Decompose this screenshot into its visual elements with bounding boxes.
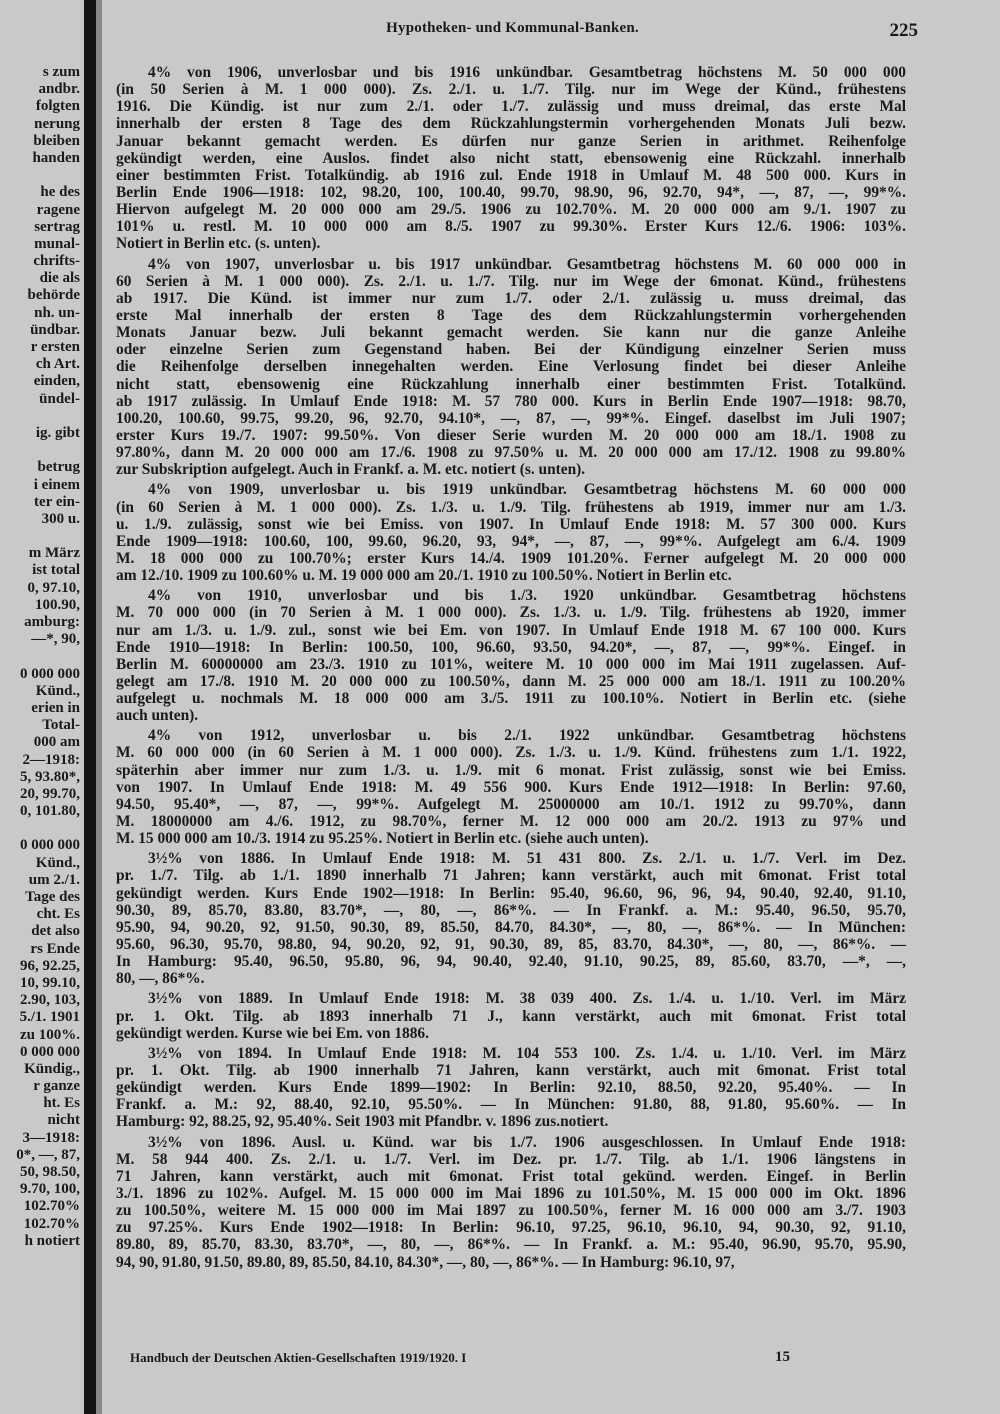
margin-fragment	[0, 648, 80, 665]
text-line: gekündigt werden. Kurse wie bei Em. von 1886.	[116, 1024, 429, 1042]
text-line: 4% von 1910, unverlosbar und bis 1./3. 1920 unkündbar. Gesamtbetrag höchstens	[148, 587, 906, 605]
text-line: Frankf. a. M.: 92, 88.40, 92.10, 95.50%. — In München: 91.80, 88, 91.80, 95.60%. — In	[116, 1096, 906, 1114]
margin-fragment: munal-	[34, 235, 80, 252]
text-line: auch unten).	[116, 707, 199, 725]
text-line: 4% von 1906, unverlosbar und bis 1916 unkündbar. Gesamtbetrag höchstens M. 50 000 000	[148, 64, 906, 81]
text-line: 95.90, 94, 90.20, 92, 91.50, 90.30, 89, 85.50, 84.70, 84.30*, —, 80, —, 86*%. — In München:	[116, 918, 906, 936]
footer-title: Handbuch der Deutschen Aktien-Gesellschaften 1919/1920. I	[130, 1350, 467, 1365]
margin-fragment: s zum	[42, 64, 80, 80]
margin-fragment: ig. gibt	[35, 424, 80, 441]
page-footer	[130, 1350, 810, 1366]
text-line: zur Subskription aufgelegt. Auch in Frankf. a. M. etc. notiert (s. unten).	[116, 461, 586, 479]
margin-fragment: ht. Es	[43, 1095, 80, 1112]
text-line: 71 Jahren, kann verstärkt, auch mit 6monat. Frist total gekünd. werden. Eingef. in Berlin	[116, 1167, 906, 1185]
margin-fragment	[0, 820, 80, 837]
text-line: M. 18000000 am 4./6. 1912, zu 98.70%, ferner M. 12 000 000 am 20./2. 1913 zu 97% und	[116, 813, 906, 831]
text-line: nur am 1./3. u. 1./9. zul., sonst wie bei Em. von 1907. In Umlauf Ende 1918 M. 67 100 000. Kurs	[116, 621, 906, 639]
margin-fragment: r ersten	[30, 339, 80, 355]
text-line: 3½% von 1894. In Umlauf Ende 1918: M. 104 553 100. Zs. 1./4. u. 1./10. Verl. im März	[148, 1044, 906, 1062]
margin-fragment: det also	[31, 923, 80, 940]
margin-fragment: ch Art.	[35, 356, 80, 373]
margin-fragment: ter ein-	[34, 493, 80, 510]
text-line: M. 60 000 000 (in 60 Serien à M. 1 000 000). Zs. 1./3. u. 1./9. Künd. frühestens zum 1./1. 1922,	[116, 744, 906, 762]
text-line: 60 Serien à M. 1 000 000). Zs. 2./1. u. 1./7. Tilg. nur im Wege der 6monat. Künd., frühestens	[116, 272, 906, 290]
margin-fragment: he des	[40, 184, 80, 201]
margin-fragment: ist total	[32, 562, 80, 579]
margin-fragment: amburg:	[24, 614, 80, 630]
text-line: M. 58 944 400. Zs. 2./1. u. 1./7. Verl. im Dez. pr. 1./7. Tilg. ab 1./1. 1906 längstens in	[116, 1150, 906, 1168]
text-line: erster Kurs 19./7. 1907: 99.50%. Von dieser Serie wurden M. 20 000 000 am 18./1. 1908 zu	[116, 426, 906, 444]
text-line: 101% u. restl. M. 10 000 000 am 8./5. 1907 zu 99.30%. Erster Kurs 12./6. 1906: 103%.	[116, 218, 906, 236]
text-line: 3½% von 1896. Ausl. u. Künd. war bis 1./7. 1906 ausgeschlossen. In Umlauf Ende 1918:	[148, 1133, 906, 1151]
text-line: nicht statt, ebensowenig eine Rückzahlung innerhalb einer bestimmten Frist. Totalkünd.	[116, 375, 906, 393]
margin-fragment: einden,	[33, 373, 80, 390]
margin-fragment	[0, 442, 80, 459]
text-line: von 1907. In Umlauf Ende 1918: M. 49 556 900. Kurs Ende 1912—1918: In Berlin: 97.60,	[116, 778, 906, 796]
text-line: innerhalb der ersten 8 Tage des dem Rückzahlungstermin vorhergehenden Monats Juli bezw.	[116, 115, 906, 133]
margin-fragment: —*, 90,	[31, 631, 80, 648]
text-line: 90.30, 89, 85.70, 83.80, 83.70*, —, 80, —, 86*%. — In Frankf. a. M.: 95.40, 96.50, 95.70,	[116, 901, 906, 919]
text-line: 89.80, 89, 85.70, 83.30, 83.70*, —, 80, —, 86*%. — In Frankf. a. M.: 95.40, 96.90, 95.70, 95.90,	[116, 1236, 906, 1254]
margin-fragment: 102.70%	[23, 1215, 80, 1232]
margin-fragment: betrug	[37, 459, 80, 476]
text-line: zu 97.25%. Kurs Ende 1902—1918: In Berlin: 96.10, 97.25, 96.10, 96.10, 94, 90.30, 92, 91.10,	[116, 1219, 906, 1237]
paragraph	[116, 1134, 906, 1271]
margin-fragment: chrifts-	[33, 253, 80, 270]
text-line: Notiert in Berlin etc. (s. unten).	[116, 235, 321, 253]
paragraph	[116, 64, 906, 253]
margin-fragment: 20, 99.70,	[20, 785, 80, 802]
text-line: 3½% von 1886. In Umlauf Ende 1918: M. 51 431 800. Zs. 2./1. u. 1./7. Verl. im Dez.	[148, 850, 906, 868]
margin-fragment: andbr.	[38, 81, 80, 98]
margin-fragment: behörde	[27, 287, 80, 304]
text-line: Berlin Ende 1906—1918: 102, 98.20, 100, 100.40, 99.70, 98.90, 96, 92.70, 94*, —, 87, —, 99*%.	[116, 183, 906, 201]
margin-fragment: 0 000 000	[20, 837, 80, 854]
text-line: gekündigt werden. Kurs Ende 1902—1918: In Berlin: 95.40, 96.60, 96, 96, 94, 90.40, 92.40, 91.10,	[116, 884, 906, 902]
previous-page-margin-text	[0, 64, 80, 1250]
margin-fragment: 300 u.	[41, 510, 80, 527]
text-line: M. 18 000 000 zu 100.70%; erster Kurs 14./4. 1909 101.20%. Ferner aufgelegt M. 20 000 000	[116, 549, 906, 567]
text-line: oder einzelne Serien zum Gegenstand haben. Bei der Kündigung einzelner Serien muss	[116, 341, 906, 359]
paragraph	[116, 256, 906, 479]
margin-fragment: 0, 97.10,	[27, 579, 80, 596]
text-line: (in 50 Serien à M. 1 000 000). Zs. 2./1. u. 1./7. Tilg. nur im Wege der Künd., frühestens	[116, 81, 906, 99]
margin-fragment: 100.90,	[35, 596, 80, 613]
text-line: pr. 1. Okt. Tilg. ab 1893 innerhalb 71 J., kann verstärkt, auch mit 6monat. Frist total	[116, 1007, 906, 1025]
text-line: Ende 1910—1918: In Berlin: 100.50, 100, 96.60, 93.50, 94.20*, —, 87, —, 99*%. Eingef. in	[116, 638, 906, 656]
text-line: ab 1917 zulässig. In Umlauf Ende 1918: M. 57 780 000. Kurs in Berlin Ende 1907—1918: 98.70,	[116, 392, 906, 410]
margin-fragment: 0 000 000	[20, 665, 80, 682]
margin-fragment	[0, 167, 80, 184]
margin-fragment: um 2./1.	[28, 871, 80, 888]
margin-fragment: 96, 92.25,	[20, 957, 80, 974]
text-line: (in 60 Serien à M. 1 000 000). Zs. 1./3. u. 1./9. Tilg. frühestens ab 1919, immer nur am 1./3.	[116, 498, 906, 516]
margin-fragment: ündbar.	[30, 321, 80, 338]
paragraph	[116, 481, 906, 584]
text-line: 100.20, 100.60, 99.75, 99.20, 96, 92.70, 94.10*, —, 87, —, 99*%. Eingef. daselbst im Juli 1907;	[116, 409, 906, 427]
margin-fragment: nicht	[47, 1112, 80, 1129]
margin-fragment	[0, 528, 80, 545]
margin-fragment: Künd.,	[35, 682, 80, 699]
text-line: 3½% von 1889. In Umlauf Ende 1918: M. 38 039 400. Zs. 1./4. u. 1./10. Verl. im März	[148, 990, 906, 1008]
paragraph	[116, 1045, 906, 1131]
margin-fragment: 0*, —, 87,	[16, 1146, 80, 1163]
margin-fragment: cht. Es	[36, 906, 80, 923]
margin-fragment: ündel-	[39, 390, 80, 407]
margin-fragment: 50, 98.50,	[20, 1164, 80, 1180]
text-line: aufgelegt u. nochmals M. 18 000 000 am 3./5. 1911 zu 100.10%. Notiert in Berlin etc. (siehe	[116, 690, 906, 708]
text-line: 94.50, 95.40*, —, 87, —, 99*%. Aufgelegt M. 25000000 am 10./1. 1912 zu 99.70%, dann	[116, 795, 906, 813]
margin-fragment: nh. un-	[34, 304, 80, 321]
margin-fragment: 2—1918:	[22, 751, 80, 768]
margin-fragment: nerung	[34, 115, 80, 132]
paragraph	[116, 587, 906, 724]
binding-shadow	[96, 0, 102, 1414]
text-line: u. 1./9. zulässig, sonst wie bei Emiss. von 1907. In Umlauf Ende 1918: M. 57 300 000. Kurs	[116, 515, 906, 533]
text-line: M. 70 000 000 (in 70 Serien à M. 1 000 000). Zs. 1./3. u. 1./9. Tilg. frühestens ab 1920, immer	[116, 604, 906, 622]
margin-fragment	[0, 408, 80, 425]
text-line: 4% von 1909, unverlosbar u. bis 1919 unkündbar. Gesamtbetrag höchstens M. 60 000 000	[148, 481, 906, 499]
page-title: Hypotheken- und Kommunal-Banken.	[386, 20, 639, 36]
margin-fragment: 000 am	[33, 734, 80, 751]
margin-fragment: r ganze	[33, 1078, 80, 1095]
text-line: Hiervon aufgelegt M. 20 000 000 am 29./5. 1906 zu 102.70%. M. 20 000 000 am 9./1. 1907 zu	[116, 201, 906, 219]
text-line: zu 100.50%, weitere M. 15 000 000 im Mai 1897 zu 100.50%, ferner M. 16 000 000 am 3./7. 1903	[116, 1202, 906, 1220]
text-line: die Reihenfolge derselben innegehalten werden. Eine Verlosung findet bei dieser Anleihe	[116, 358, 906, 376]
margin-fragment: handen	[32, 149, 80, 166]
text-line: Monats Januar bezw. Juli bekannt gemacht werden. Sie kann nur die ganze Anleihe	[116, 324, 906, 342]
text-line: Ende 1909—1918: 100.60, 100, 99.60, 96.20, 93, 94*, —, 87, —, 99*%. Aufgelegt am 6./4. 1909	[116, 532, 906, 550]
margin-fragment: ragene	[36, 201, 80, 218]
text-line: pr. 1./7. Tilg. ab 1./1. 1890 innerhalb 71 Jahren; kann verstärkt, auch mit 6monat. Frist total	[116, 867, 906, 885]
text-line: 3./1. 1896 zu 102%. Aufgel. M. 15 000 000 im Mai 1896 zu 101.50%, M. 15 000 000 im Okt. 1896	[116, 1185, 906, 1202]
margin-fragment: rs Ende	[30, 940, 80, 957]
text-line: 4% von 1907, unverlosbar u. bis 1917 unkündbar. Gesamtbetrag höchstens M. 60 000 000 in	[148, 255, 906, 273]
text-line: ab 1917. Die Künd. ist immer nur zum 1./7. oder 2./1. zulässig u. muss dreimal, das	[116, 289, 906, 307]
text-line: 95.60, 96.30, 95.70, 98.80, 94, 90.20, 92, 91, 90.30, 89, 85, 83.70, 84.30*, —, 80, —, 86*%. —	[116, 936, 906, 954]
margin-fragment: erien in	[31, 699, 80, 716]
text-line: Hamburg: 92, 88.25, 92, 95.40%. Seit 1903 mit Pfandbr. v. 1896 zus.notiert.	[116, 1113, 609, 1131]
text-line: Berlin M. 60000000 am 23./3. 1910 zu 101%, weitere M. 10 000 000 im Mai 1911 zugelassen. Auf-	[116, 655, 906, 673]
margin-fragment: h notiert	[24, 1232, 80, 1249]
margin-fragment: 102.70%	[23, 1198, 80, 1215]
text-line: Januar bekannt gemacht werden. Es dürfen nur ganze Serien in arithmet. Reihenfolge	[116, 132, 906, 150]
text-line: pr. 1. Okt. Tilg. ab 1900 innerhalb 71 Jahren, kann verstärkt, auch mit 6monat. Frist total	[116, 1062, 906, 1080]
margin-fragment: folgten	[35, 98, 80, 115]
page-number: 225	[889, 20, 918, 41]
text-line: 94, 90, 91.80, 91.50, 89.80, 89, 85.50, 84.10, 84.30*, —, 80, —, 86*%. — In Hamburg: 96.10, 97,	[116, 1253, 735, 1271]
margin-fragment: 9.70, 100,	[20, 1181, 80, 1198]
text-line: am 12./10. 1909 zu 100.60% u. M. 19 000 000 am 20./1. 1910 zu 100.50%. Notiert in Berlin etc.	[116, 567, 732, 585]
text-line: 4% von 1912, unverlosbar u. bis 2./1. 1922 unkündbar. Gesamtbetrag höchstens	[148, 727, 906, 745]
paragraph	[116, 850, 906, 987]
text-line: 1916. Die Kündig. ist nur zum 2./1. oder 1./7. zulässig und muss dreimal, das erste Mal	[116, 98, 906, 116]
margin-fragment: 10, 99.10,	[20, 974, 80, 991]
margin-fragment: i einem	[33, 476, 80, 493]
text-line: M. 15 000 000 am 10./3. 1914 zu 95.25%. Notiert in Berlin etc. (siehe auch unten).	[116, 830, 649, 848]
margin-fragment: 0 000 000	[20, 1043, 80, 1060]
margin-fragment: Künd.,	[35, 854, 80, 871]
margin-fragment: zu 100%.	[20, 1026, 80, 1043]
paragraph	[116, 990, 906, 1041]
margin-fragment: Kündig.,	[24, 1060, 80, 1077]
text-line: späterhin aber immer nur zum 1./3. u. 1./9. mit 6 monat. Frist zulässig, sonst wie bei Emiss.	[116, 761, 906, 779]
margin-fragment: 5./1. 1901	[19, 1009, 80, 1026]
margin-fragment: sertrag	[34, 218, 80, 235]
body-text	[116, 64, 906, 1274]
text-line: gelegt am 17./8. 1910 M. 20 000 000 zu 100.50%, dann M. 25 000 000 am 18./1. 1911 zu 100.20%	[116, 672, 906, 690]
text-line: 80, —, 86*%.	[116, 970, 205, 988]
text-line: einer bestimmten Frist. Totalkündig. ab 1916 zul. Ende 1918 in Umlauf M. 48 500 000. Kurs in	[116, 166, 906, 184]
running-header	[115, 20, 918, 44]
signature-mark: 15	[775, 1349, 790, 1365]
margin-fragment: 2.90, 103,	[20, 992, 80, 1009]
margin-fragment: 3—1918:	[22, 1129, 80, 1146]
text-line: erste Mal innerhalb der ersten 8 Tage des dem Rückzahlungstermin vorhergehenden	[116, 306, 906, 324]
binding-gutter	[84, 0, 96, 1414]
margin-fragment: m März	[28, 545, 80, 562]
margin-fragment: Tage des	[25, 889, 80, 905]
text-line: 97.80%, dann M. 20 000 000 am 17./6. 1908 zu 97.50% u. M. 20 000 000 am 17./12. 1908 zu 99.80%	[116, 444, 906, 462]
margin-fragment: 5, 93.80*,	[20, 768, 80, 785]
text-line: gekündigt werden, eine Auslos. findet also nicht statt, ebensowenig eine Rückzahl. innerhalb	[116, 149, 906, 167]
margin-fragment: 0, 101.80,	[20, 803, 80, 820]
margin-fragment: die als	[39, 270, 80, 287]
margin-fragment: bleiben	[33, 132, 80, 149]
margin-fragment: Total-	[42, 717, 80, 734]
text-line: In Hamburg: 95.40, 96.50, 95.80, 96, 94, 90.40, 92.40, 91.10, 90.25, 89, 85.60, 83.70, —*, —,	[116, 953, 906, 971]
paragraph	[116, 727, 906, 847]
text-line: gekündigt werden. Kurs Ende 1899—1902: In Berlin: 92.10, 88.50, 92.20, 95.40%. — In	[116, 1079, 906, 1097]
